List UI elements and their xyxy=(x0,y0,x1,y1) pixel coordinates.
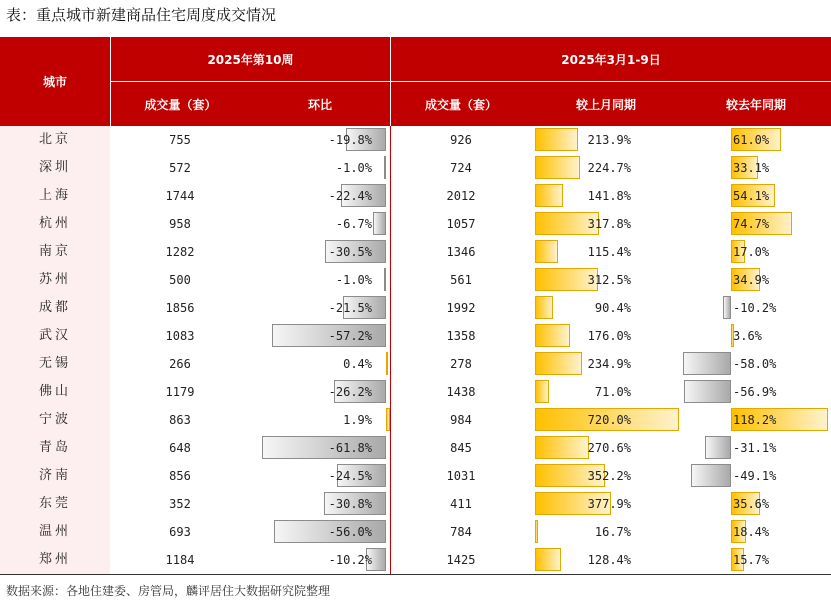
yoy-value: 17.0% xyxy=(733,245,770,259)
mom-value: 317.8% xyxy=(587,217,631,231)
weekly-volume: 755 xyxy=(169,133,191,147)
page-title: 表：重点城市新建商品住宅周度成交情况 xyxy=(6,6,277,24)
yoy-bar xyxy=(705,436,731,459)
yoy-value: 74.7% xyxy=(733,217,770,231)
mom-value: 115.4% xyxy=(587,245,631,259)
period-volume: 411 xyxy=(450,497,472,511)
city-cell: 青岛 xyxy=(0,434,110,462)
header-city: 城市 xyxy=(0,37,110,126)
yoy-value: -49.1% xyxy=(733,469,777,483)
period-volume: 1031 xyxy=(446,469,476,483)
period-volume: 1992 xyxy=(446,301,476,315)
wow-bar xyxy=(384,156,386,179)
mom-bar xyxy=(535,548,561,571)
mom-bar xyxy=(535,380,549,403)
mom-value: 141.8% xyxy=(587,189,631,203)
period-volume: 926 xyxy=(450,133,472,147)
period-volume: 1346 xyxy=(446,245,476,259)
header-group-period: 2025年3月1-9日 xyxy=(391,37,831,81)
yoy-value: 34.9% xyxy=(733,273,770,287)
city-cell: 佛山 xyxy=(0,378,110,406)
mom-value: 270.6% xyxy=(587,441,631,455)
yoy-bar xyxy=(683,352,731,375)
period-volume: 1425 xyxy=(446,553,476,567)
wow-value: 0.4% xyxy=(343,357,372,371)
yoy-value: 54.1% xyxy=(733,189,770,203)
period-volume: 845 xyxy=(450,441,472,455)
mom-value: 176.0% xyxy=(587,329,631,343)
yoy-value: 33.1% xyxy=(733,161,770,175)
mom-value: 71.0% xyxy=(594,385,631,399)
mom-value: 234.9% xyxy=(587,357,631,371)
header-group-week: 2025年第10周 xyxy=(111,37,390,81)
yoy-bar xyxy=(684,380,731,403)
wow-bar xyxy=(373,212,386,235)
city-cell: 宁波 xyxy=(0,406,110,434)
table-row xyxy=(0,406,831,434)
city-cell: 无锡 xyxy=(0,350,110,378)
weekly-volume: 1083 xyxy=(165,329,195,343)
yoy-value: -10.2% xyxy=(733,301,777,315)
mom-value: 224.7% xyxy=(587,161,631,175)
wow-value: -1.0% xyxy=(335,273,372,287)
weekly-volume: 266 xyxy=(169,357,191,371)
table-row xyxy=(0,546,831,574)
mom-bar xyxy=(535,240,558,263)
table-row xyxy=(0,378,831,406)
mom-bar xyxy=(535,156,580,179)
table-row xyxy=(0,210,831,238)
period-volume: 561 xyxy=(450,273,472,287)
period-volume: 984 xyxy=(450,413,472,427)
wow-value: -21.5% xyxy=(328,301,372,315)
city-cell: 温州 xyxy=(0,518,110,546)
table-row xyxy=(0,126,831,154)
mom-value: 312.5% xyxy=(587,273,631,287)
weekly-volume: 352 xyxy=(169,497,191,511)
period-volume: 278 xyxy=(450,357,472,371)
wow-value: -61.8% xyxy=(328,441,372,455)
period-volume: 784 xyxy=(450,525,472,539)
mom-bar xyxy=(535,128,578,151)
header-yoy: 较去年同期 xyxy=(681,82,831,126)
city-cell: 济南 xyxy=(0,462,110,490)
yoy-bar xyxy=(723,296,731,319)
wow-value: 1.9% xyxy=(343,413,372,427)
wow-value: -57.2% xyxy=(328,329,372,343)
mom-value: 377.9% xyxy=(587,497,631,511)
mom-value: 720.0% xyxy=(587,413,631,427)
wow-bar xyxy=(386,352,388,375)
period-volume: 1438 xyxy=(446,385,476,399)
table-row xyxy=(0,518,831,546)
table-row xyxy=(0,294,831,322)
weekly-volume: 648 xyxy=(169,441,191,455)
wow-value: -30.5% xyxy=(328,245,372,259)
weekly-volume: 1184 xyxy=(165,553,195,567)
yoy-value: -58.0% xyxy=(733,357,777,371)
weekly-volume: 1179 xyxy=(165,385,195,399)
header-vol-week: 成交量（套） xyxy=(111,82,250,126)
table-row xyxy=(0,434,831,462)
wow-value: -1.0% xyxy=(335,161,372,175)
yoy-value: 18.4% xyxy=(733,525,770,539)
period-volume: 1358 xyxy=(446,329,476,343)
city-cell: 成都 xyxy=(0,294,110,322)
weekly-volume: 572 xyxy=(169,161,191,175)
yoy-value: 15.7% xyxy=(733,553,770,567)
mom-value: 128.4% xyxy=(587,553,631,567)
city-cell: 上海 xyxy=(0,182,110,210)
header-vol-period: 成交量（套） xyxy=(391,82,531,126)
table-row xyxy=(0,350,831,378)
mom-value: 213.9% xyxy=(587,133,631,147)
wow-value: -56.0% xyxy=(328,525,372,539)
header-wow: 环比 xyxy=(250,82,390,126)
table-row xyxy=(0,154,831,182)
city-cell: 南京 xyxy=(0,238,110,266)
source-note: 数据来源：各地住建委、房管局，麟评居住大数据研究院整理 xyxy=(6,584,331,598)
yoy-value: -56.9% xyxy=(733,385,777,399)
mom-bar xyxy=(535,324,570,347)
wow-value: -26.2% xyxy=(328,385,372,399)
column-separator xyxy=(390,126,391,574)
period-volume: 2012 xyxy=(446,189,476,203)
table-row xyxy=(0,238,831,266)
table-row xyxy=(0,266,831,294)
yoy-bar xyxy=(691,464,731,487)
mom-bar xyxy=(535,184,563,207)
mom-bar xyxy=(535,520,538,543)
city-cell: 苏州 xyxy=(0,266,110,294)
header-divider-v xyxy=(110,37,111,126)
weekly-volume: 863 xyxy=(169,413,191,427)
table-bottom-border xyxy=(0,574,831,575)
city-cell: 东莞 xyxy=(0,490,110,518)
yoy-value: 61.0% xyxy=(733,133,770,147)
weekly-volume: 1744 xyxy=(165,189,195,203)
wow-bar xyxy=(384,268,386,291)
weekly-volume: 1282 xyxy=(165,245,195,259)
table-row xyxy=(0,322,831,350)
period-volume: 1057 xyxy=(446,217,476,231)
wow-value: -6.7% xyxy=(335,217,372,231)
table-row xyxy=(0,490,831,518)
yoy-value: 35.6% xyxy=(733,497,770,511)
mom-bar xyxy=(535,296,553,319)
table-row xyxy=(0,182,831,210)
mom-value: 90.4% xyxy=(594,301,631,315)
wow-value: -24.5% xyxy=(328,469,372,483)
yoy-value: -31.1% xyxy=(733,441,777,455)
mom-bar xyxy=(535,436,589,459)
header-divider-v2 xyxy=(390,37,391,126)
wow-value: -22.4% xyxy=(328,189,372,203)
weekly-volume: 856 xyxy=(169,469,191,483)
header-divider xyxy=(111,81,831,82)
weekly-volume: 693 xyxy=(169,525,191,539)
mom-value: 352.2% xyxy=(587,469,631,483)
table-row xyxy=(0,462,831,490)
yoy-value: 118.2% xyxy=(733,413,777,427)
wow-value: -10.2% xyxy=(328,553,372,567)
weekly-volume: 958 xyxy=(169,217,191,231)
city-cell: 郑州 xyxy=(0,546,110,574)
weekly-volume: 1856 xyxy=(165,301,195,315)
mom-value: 16.7% xyxy=(594,525,631,539)
yoy-value: 3.6% xyxy=(733,329,762,343)
weekly-volume: 500 xyxy=(169,273,191,287)
city-cell: 武汉 xyxy=(0,322,110,350)
city-cell: 深圳 xyxy=(0,154,110,182)
header-mom: 较上月同期 xyxy=(531,82,681,126)
wow-value: -30.8% xyxy=(328,497,372,511)
mom-bar xyxy=(535,352,582,375)
period-volume: 724 xyxy=(450,161,472,175)
wow-value: -19.8% xyxy=(328,133,372,147)
city-cell: 北京 xyxy=(0,126,110,154)
city-cell: 杭州 xyxy=(0,210,110,238)
